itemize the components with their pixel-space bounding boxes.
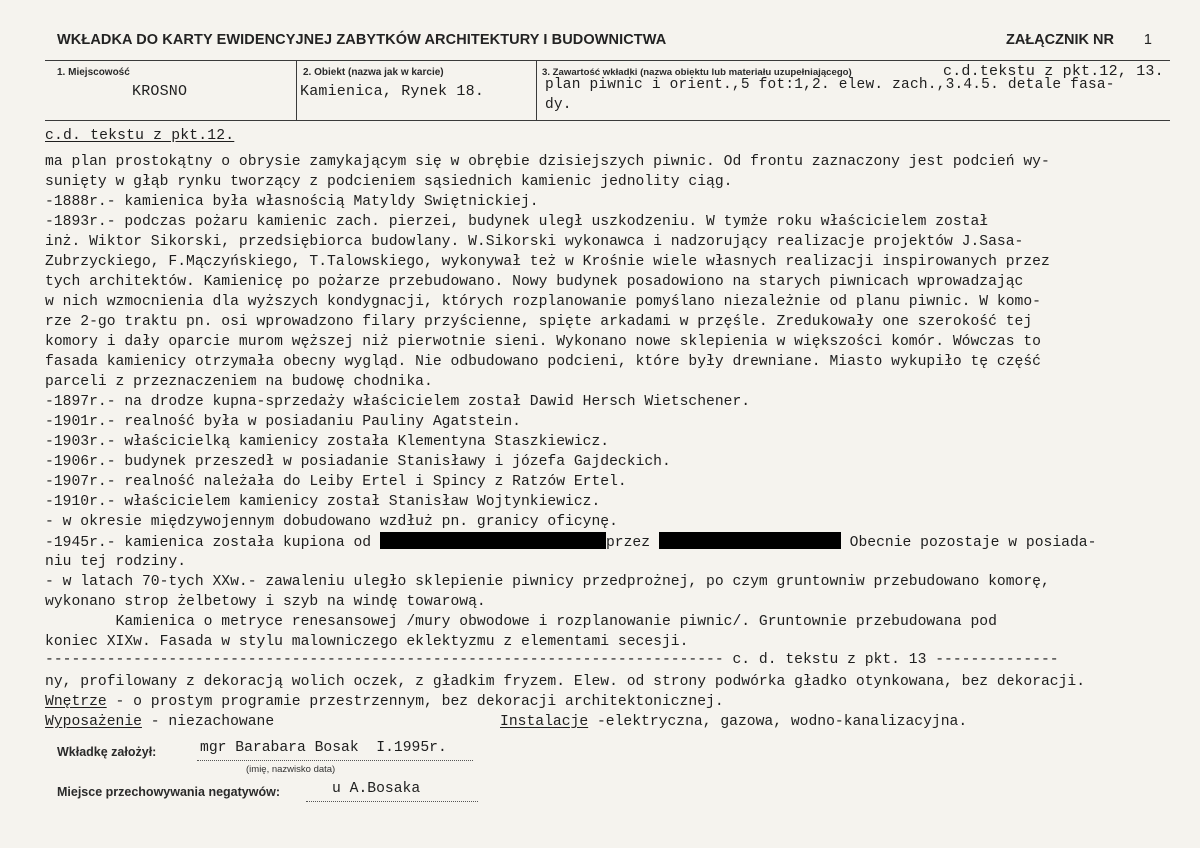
body-text	[45, 152, 1190, 652]
attachment-number	[1006, 32, 1152, 48]
text-line: -1903r.- właścicielką kamienicy została Klementyna Staszkiewicz.	[45, 434, 610, 450]
text-line	[45, 692, 1190, 712]
text-line: w nich wzmocnienia dla wyższych kondygnacji, których rozplanowanie pomyślano niezależnie od planu piwnic. W komo-	[45, 294, 1041, 310]
text-line: niu tej rodziny.	[45, 554, 187, 570]
text-segment: - niezachowane	[141, 714, 275, 730]
text-segment: Obecnie pozostaje w posiada-	[840, 535, 1097, 551]
text-line: koniec XIXw. Fasada w stylu malowniczego eklektyzmu z elementami secesji.	[45, 634, 689, 650]
field-3-value-2: plan piwnic i orient.,5 fot:1,2. elew. zach.,3.4.5. detale fasa-	[545, 77, 1115, 93]
text-line: parceli z przeznaczeniem na budowę chodnika.	[45, 374, 433, 390]
continuation-text	[45, 672, 1190, 732]
negatives-dotted-line	[306, 801, 478, 802]
text-line: wykonano strop żelbetowy i szyb na windę towarową.	[45, 594, 486, 610]
text-line: komory i dały oparcie murom węższej niż pierwotnie sieni. Wykonano nowe sklepienia w większości komór. Wówczas to	[45, 334, 1041, 350]
text-line: -1901r.- realność była w posiadaniu Pauliny Agatstein.	[45, 414, 521, 430]
text-line: ny, profilowany z dekoracją wolich oczek, z gładkim fryzem. Elew. od strony podwórka gładko otynkowana, bez dekoracji.	[45, 674, 1086, 690]
author-value: mgr Barabara Bosak I.1995r.	[200, 740, 447, 756]
text-line-redacted	[45, 532, 1190, 552]
text-line: sunięty w głąb rynku tworzący z podcieniem sąsiednich kamienic jednolity ciąg.	[45, 174, 733, 190]
form-title: WKŁADKA DO KARTY EWIDENCYJNEJ ZABYTKÓW ARCHITEKTURY I BUDOWNICTWA	[57, 32, 667, 48]
author-note: (imię, nazwisko data)	[246, 764, 336, 775]
text-segment: -elektryczna, gazowa, wodno-kanalizacyjna.	[588, 714, 968, 730]
field-1-value: KROSNO	[132, 83, 188, 100]
field-3-value-1: c.d.tekstu z pkt.12, 13.	[943, 63, 1164, 80]
text-line: - w okresie międzywojennym dobudowano wzdłuż pn. granicy oficynę.	[45, 514, 618, 530]
text-line: -1910r.- właścicielem kamienicy został Stanisław Wojtynkiewicz.	[45, 494, 601, 510]
field-3-label: 3. Zawartość wkładki (nazwa obiektu lub materiału uzupełniającego)	[542, 67, 852, 78]
author-dotted-line	[197, 760, 473, 761]
section-heading: c.d. tekstu z pkt.12.	[45, 128, 235, 144]
text-segment: - o prostym programie przestrzennym, bez dekoracji architektonicznej.	[106, 694, 724, 710]
text-line: -1893r.- podczas pożaru kamienic zach. pierzei, budynek uległ uszkodzeniu. W tymże roku właścicielem został	[45, 214, 989, 230]
text-line: Zubrzyckiego, F.Mączyńskiego, T.Talowskiego, wykonywał też w Krośnie wiele własnych realizacji inspirowanych przez	[45, 254, 1050, 270]
text-line: rze 2-go traktu pn. osi wprowadzono filary przyścienne, spięte arkadami w przęśle. Zredukowały one szerokość tej	[45, 314, 1033, 330]
text-line: ma plan prostokątny o obrysie zamykającym się w obrębie dzisiejszych piwnic. Od frontu zaznaczony jest podcień wy-	[45, 154, 1050, 170]
attachment-number-value: 1	[1143, 32, 1152, 48]
redaction-bar	[659, 532, 841, 549]
interior-label: Wnętrze	[45, 694, 107, 710]
negatives-value: u A.Bosaka	[332, 781, 421, 797]
furnishing-label: Wyposażenie	[45, 714, 142, 730]
text-line: tych architektów. Kamienicę po pożarze przebudowano. Nowy budynek posadowiono na starych piwnicach wprowadzając	[45, 274, 1024, 290]
header-rule-top	[45, 60, 1170, 61]
redaction-bar	[380, 532, 606, 549]
field-1-label: 1. Miejscowość	[57, 67, 130, 78]
text-line: - w latach 70-tych XXw.- zawaleniu uległo sklepienie piwnicy przedprożnej, po czym gruntowniw przebudowano komorę,	[45, 574, 1050, 590]
text-line: -1907r.- realność należała do Leiby Ertel i Spincy z Ratzów Ertel.	[45, 474, 627, 490]
header-rule-bottom	[45, 120, 1170, 121]
text-segment: przez	[605, 535, 659, 551]
attachment-label: ZAŁĄCZNIK NR	[1005, 32, 1114, 48]
field-divider-1	[296, 60, 297, 120]
text-line	[45, 712, 1190, 732]
negatives-label: Miejsce przechowywania negatywów:	[57, 785, 280, 799]
author-label: Wkładkę założył:	[57, 745, 157, 759]
text-line: Kamienica o metryce renesansowej /mury obwodowe i rozplanowanie piwnic/. Gruntownie przebudowana pod	[45, 614, 997, 630]
field-2-label: 2. Obiekt (nazwa jak w karcie)	[303, 67, 444, 78]
text-line: fasada kamienicy otrzymała obecny wygląd. Nie odbudowano podcieni, które były drewniane. Miasto wykupiło tę część	[45, 354, 1041, 370]
text-line: -1888r.- kamienica była własnością Matyldy Swiętnickiej.	[45, 194, 539, 210]
field-3-value-3: dy.	[545, 97, 572, 113]
continuation-divider: ----------------------------------------------------------------------------- c. d. tekstu z pkt. 13 --------------	[45, 652, 1059, 668]
field-divider-2	[536, 60, 537, 120]
text-line: -1906r.- budynek przeszedł w posiadanie Stanisławy i józefa Gajdeckich.	[45, 454, 671, 470]
text-line: -1897r.- na drodze kupna-sprzedaży właścicielem został Dawid Hersch Wietschener.	[45, 394, 751, 410]
text-segment: -1945r.- kamienica została kupiona od	[45, 535, 380, 551]
installations-label: Instalacje	[500, 714, 589, 730]
field-2-value: Kamienica, Rynek 18.	[300, 83, 485, 100]
text-line: inż. Wiktor Sikorski, przedsiębiorca budowlany. W.Sikorski wykonawca i nadzorujący realizacje projektów J.Sasa-	[45, 234, 1024, 250]
